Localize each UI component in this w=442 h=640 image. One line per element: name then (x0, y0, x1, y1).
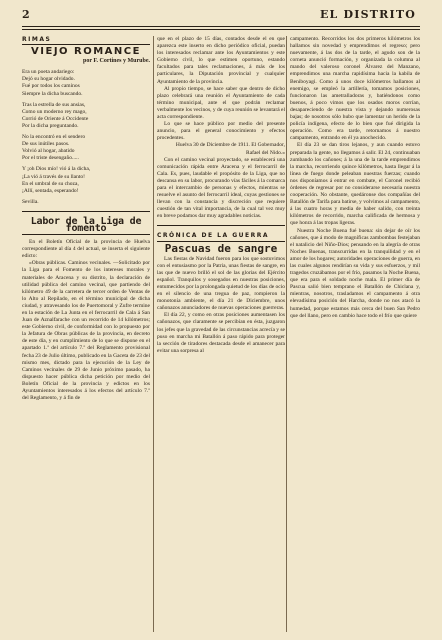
article-title-pascuas: Pascuas de sangre (164, 241, 278, 255)
poem-byline: por F. Cortines y Murube. (82, 58, 150, 65)
paragraph: que en el plazo de 15 días, contados desde el en que aparezca este inserto en dicho periódico oficial, puedan los interesados reclamar ante los Ayuntamientos y este Gobierno civil, lo que estimen oportuno, estando facultados para tales reclamaciones, á más de los particulares, la Diputación provincial y cualquier Ayuntamiento de la provincia. (157, 36, 285, 85)
verse-line: ¡La vió á través de su llanto! (22, 173, 85, 180)
column-rule-1 (153, 36, 154, 632)
verse-line: Era un poeta andariego: (22, 69, 75, 76)
divider (157, 225, 285, 226)
paragraph: Nuestra Noche Buena fué buena: sin dejar de oír los cañones, que á modo de magníficas zambombas festejaban el natalicio del Niño-Dios; pensando en la alegría de otras Noches Buenas, transcurridas en la tranquilidad y en el amor de los hogares; autoridades operaciones de guerra, en las cuales algunos rendirían su vida y sus esfuerzos, y mil tragedos cruzábamos por el frío, pasamos la Noche Buena, que era para el soldado noche mala. El primer día de Pascua salió bien temprano el Batallón de Chiclana y, mientras, nosotros, trasladamos el campamento á otra elevadísima posición del Harcha, donde no nos atacó la humedad, porque estamos más cerca del buen San Pedro que del llano, pero en cambio hace todo el frío que quiere (290, 227, 420, 319)
paragraph: «Obras públicas. Caminos vecinales. —Solicitado por la Liga para el Fomento de los intereses morales y materiales de Aracena y su distrito, la declaración de utilidad pública del camino vecinal, que partiendo del kilómetro 49 de la carretera de tercer orden de Ventas de lo Alto al Repilado, en el término municipal de dicha ciudad, y atravesando los de Puertomoral y Zufre termine en la estación de La Junta en el ferrocarril de Cala á San Juan de Aznalfarache con un recorrido de 14 kilómetros; este Gobierno civil, de conformidad con lo propuesto por la Jefatura de Obras públicas de la provincia, en decreto de este día, y en cumplimiento de lo que se dispone en el apartado 1.º del artículo 7.º del Reglamento provisional fecha 23 de Julio último, publicado en la Gaceta de 23 del mismo mes, dictado para la ejecución de la Ley de Caminos vecinales de 29 de Junio próximo pasado, ha dispuesto hacer pública dicha petición por medio del Boletín Oficial de la provincia y edictos en los Ayuntamientos interesados á los efectos del artículo 7.º del Reglamento, y á fin de (22, 260, 150, 402)
column-2 (157, 36, 285, 355)
stanza (22, 102, 150, 130)
signature-line: Huelva 30 de Diciembre de 1911. El Gobernador, Rafael del Nido.» (175, 142, 285, 156)
section-rimas: RIMAS (22, 36, 150, 45)
verse-line: Como un moderno rey mago, (22, 108, 87, 115)
verse-line: Por la dicha preguntando. (22, 122, 79, 129)
column-rule-2 (286, 36, 287, 632)
verse-line: Corrió de Oriente á Occidente (22, 115, 89, 122)
poem-verse (22, 69, 150, 195)
paragraph: Lo que se hace público por medio del presente anuncio, para el general conocimiento y efectos procedentes. (157, 121, 285, 142)
stanza (22, 134, 150, 162)
paragraph: El día 23 se dan tiros lejanos, y aun cuando estuvo preparada la gente, no llegamos á salir. El 24, continuaban zumbando los cañones; á la una de la tarde emprendimos la marcha, recorriendo quince kilómetros, hasta llegar á la línea de fuego donde peleaban nuestras fuerzas; cuando nos disponíamos á entrar en combate, el Coronel recibió órdenes de regresar por no considerarse necesaria nuestra cooperación. No obstante, quedáronse dos compañías del Batallón de Tarifa para batirse, y volvimos al campamento, á las cuatro horas y media de haber salido, con treinta kilómetros de recorrido, marcha calificada de hermosa y que honra á las tropas ligeras. (290, 142, 420, 227)
verse-line: Tras la estrella de sus ansias, (22, 101, 86, 108)
paragraph: Las fiestas de Navidad fueron para los que sostuvimos con el entusiasmo por la Patria, unas fiestas de sangre, en las que de nuevo brilló el sol de las glorias del Ejército español. Tranquilos y sosegados en nuestras posiciones, entumecidos por la prolongada quietud de los días de ocio en el silencio de una tregua de paz, rompieron la monotonía ambiente, el día 21 de Diciembre, unos cañonazos anunciadores de nuevas operaciones guerreras. (157, 255, 285, 312)
paragraph: El día 22, y como en otras posiciones aumentasen los cañonazos, que claramente se percibían en ésta, juzgaron los jefes que la gravedad de las circunstancias acrecía y se puso en marcha mi Batallón á paso rápido para proteger la sección de tiradores destacada desde el amanecer para evitar una sorpresa al (157, 312, 285, 354)
newspaper-title: EL DISTRITO (319, 8, 416, 21)
verse-line: Dejó su hogar olvidado. (22, 76, 75, 83)
stanza (22, 166, 150, 194)
header-rule (22, 26, 420, 27)
article-title-liga: Labor de la Liga de fomento (30, 215, 142, 234)
verse-line: Volvió al hogar, abatido (22, 148, 75, 155)
section-cronica: CRÓNICA DE LA GUERRA (157, 232, 285, 241)
paragraph: En el Boletín Oficial de la provincia de Huelva correspondiente al día 4 del actual, se inserta el siguiente edicto: (22, 239, 150, 260)
verse-line: ¡Allí, sentada, esperando! (22, 187, 79, 194)
stanza (22, 69, 150, 97)
title-rule (22, 234, 150, 235)
verse-line: Fué por todos los caminos (22, 83, 80, 90)
divider (22, 211, 150, 212)
column-3 (290, 36, 420, 320)
paragraph: campamento. Recorridos los dos primeros kilómetros los hallamos sin novedad y emprendimos el regreso; pero nuevamente, á las dos de la tarde, el agudo son de la corneta anunció formación, y organizada la columna al mando del valeroso coronel Álvarez del Manzano, emprendimos una marcha rapidísima hacia la kabila de Beniboyagi. Como á unos doce kilómetros hallamos al enemigo, se empleó la artillería, tomamos posiciones, funcionaron las ametralladoras y, batiéndonos como buenos, á poco vimos que los osados moros corrían, desapareciendo de nuestra vista y dejando numerosas bajas; de nosotros sólo hubo que lamentar un herido de la policía indígena, efecto de lo bien que fué dirigida la operación. Como era tarde, retornamos á nuestro campamento, entrando en él ya anochecido. (290, 36, 420, 142)
verse-line: Por el triste desengaño..... (22, 155, 79, 162)
paragraph: Con el camino vecinal proyectado, se establecerá una comunicación rápida entre Aracena y el ferrocarril de Cala. Es, pues, laudable el propósito de la Liga, que no descansa en su labor, procurando vías fáciles á la comarca para el intercambio de personas y efectos, mientras se resuelve el asunto del ferrocarril ideal, cuyas gestiones se llevan con la constancia y discreción que requiere cuestión de tan vital importancia, de la cual tal vez muy en breve podamos dar muy agradables noticias. (157, 156, 285, 220)
verse-line: De sus inútiles pasos. (22, 141, 70, 148)
page-number: 2 (22, 8, 30, 21)
verse-line: No la encontró en el sendero (22, 134, 86, 141)
page-header (22, 8, 420, 24)
paragraph: Al propio tiempo, se hace saber que dentro de dicho plazo celebrará una reunión el Ayuntamiento de cada término municipal, ante el que podrán reclamar verbalmente los vecinos, y de cuya reunión se levantará el acta correspondiente. (157, 85, 285, 121)
column-1 (22, 36, 150, 402)
poem-place: Sevilla. (22, 198, 39, 205)
poem-title: VIEJO ROMANCE (31, 46, 141, 58)
verse-line: Y ¡oh Dios mío! vió á la dicha, (22, 166, 91, 173)
verse-line: En el umbral de su choza, (22, 180, 79, 187)
header-rule-thin (22, 29, 420, 30)
verse-line: Siempre la dicha buscando. (22, 90, 83, 97)
